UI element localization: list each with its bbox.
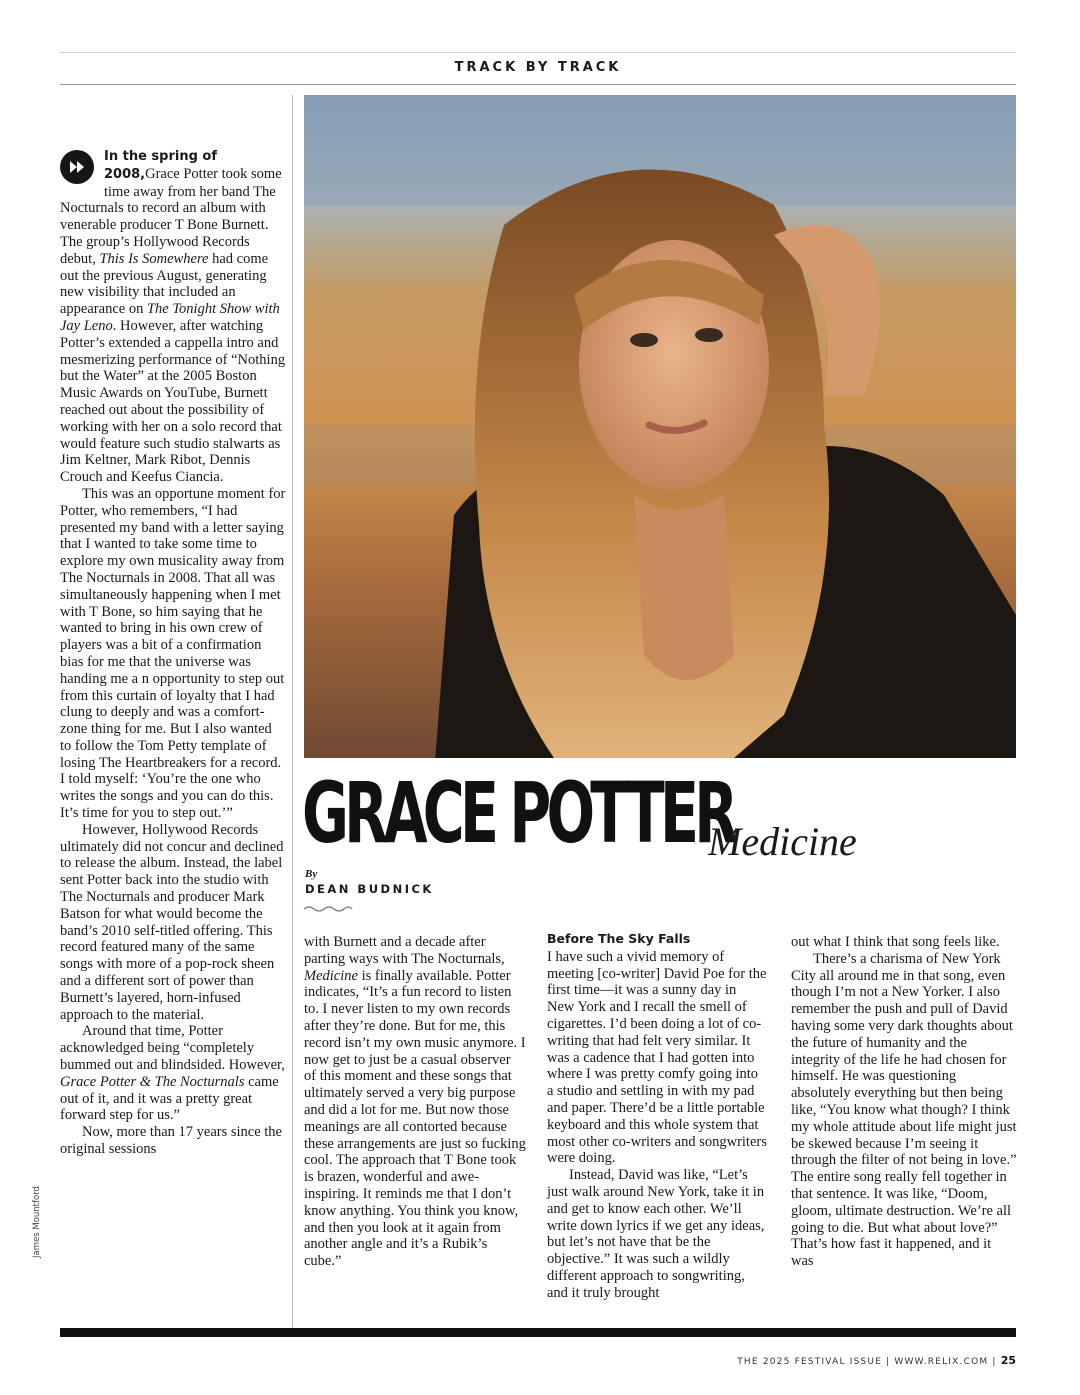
paragraph: Now, more than 17 years since the original sessions — [60, 1124, 282, 1158]
article-column-4 — [791, 934, 1017, 1270]
article-column-2 — [304, 934, 526, 1270]
paragraph: Around that time, Potter acknowledged being “completely bummed out and blindsided. However, Grace Potter & The Nocturnals came out of it, and it was a pretty great forward step for us.” — [60, 1023, 285, 1124]
track-subhead: Before The Sky Falls — [547, 931, 691, 946]
article-column-1 — [60, 148, 286, 1158]
fast-forward-icon — [60, 150, 94, 184]
lead-in: In the spring of 2008, — [104, 149, 218, 182]
lead-paragraph: In the spring of 2008,Grace Potter took some time away from her band The Nocturnals to record an album with venerable producer T Bone Burnett. The group’s Hollywood Records debut, This Is Somewhere had come out the previous August, generating new visibility that included an appearance on The Tonight Show with Jay Leno. However, after watching Potter’s extended a cappella intro and mesmerizing performance of “Nothing but the Water” at the 2005 Boston Music Awards on YouTube, Burnett reached out about the possibility of working with her on a solo record that would feature such studio stalwarts as Jim Keltner, Mark Ribot, Dennis Crouch and Keefus Ciancia. — [60, 149, 286, 486]
footer-issue: THE 2025 FESTIVAL ISSUE | WWW.RELIX.COM | — [737, 1357, 997, 1367]
page-footer — [737, 1354, 1016, 1367]
paragraph: out what I think that song feels like. — [791, 934, 1000, 950]
section-kicker: TRACK BY TRACK — [454, 60, 622, 75]
paragraph: Instead, David was like, “Let’s just walk around New York, take it in and get to know each other. We’ll write down lyrics if we get any ideas, but let’s not have that be the objective.” It was such a wildly different approach to songwriting, and it truly brought — [547, 1167, 765, 1301]
top-rule — [60, 52, 1016, 53]
kicker-rule — [60, 84, 1016, 85]
paragraph: This was an opportune moment for Potter, who remembers, “I had presented my band with a letter saying that I wanted to take some time to explore my own musicality away from The Nocturnals in 2008. That all was simultaneously happening when I met with T Bone, so him saying that he wanted to bring in his own crew of players was a bit of a confirmation bias for me that the universe was handing me a n opportunity to step out from this curtain of loyalty that I had clung to deeply and was a comfort-zone thing for me. But I also wanted to follow the Tom Petty template of losing The Heartbreakers for a record. I told myself: ‘You’re the one who writes the songs and you can do this. It’s time for you to step out.’” — [60, 485, 286, 822]
photo-credit: James Mountford — [32, 1186, 42, 1258]
article-headline: GRACE POTTER — [302, 764, 734, 862]
byline-author: DEAN BUDNICK — [305, 882, 434, 896]
page-number: 25 — [1000, 1354, 1016, 1367]
portrait-photo — [304, 95, 1016, 758]
paragraph: with Burnett and a decade after parting ways with The Nocturnals, Medicine is finally available. Potter indicates, “It’s a fun record to listen to. I never listen to my own records after they’re done. But for me, this record isn’t my own music anymore. I now get to just be a casual observer of this moment and these songs that ultimately served a very big purpose and did a lot for me. But now those meanings are all contorted because these arrangements are just so fucking cool. The approach that T Bone took is brazen, wonderful and awe-inspiring. It reminds me that I don’t know anything. You think you know, and then you look at it again from another angle and it’s a Rubik’s cube.” — [304, 934, 526, 1270]
bottom-bar — [60, 1328, 1016, 1337]
paragraph: I have such a vivid memory of meeting [co-writer] David Poe for the first time—it was a sunny day in New York and I recall the smell of cigarettes. I’d been doing a lot of co-writing that had felt very similar. It was a cadence that I had gotten into where I was pretty comfy going into a studio and settling in with my pad and paper. There’d be a little portable keyboard and this whole system that most other co-writers and songwriters were doing. — [547, 948, 767, 1167]
paragraph: However, Hollywood Records ultimately did not concur and declined to release the album. Instead, the label sent Potter back into the studio with The Nocturnals and producer Mark Batson for what would become the band’s 2010 self-titled offering. This record featured many of the same songs with more of a pop-rock sheen and a different sort of power than Burnett’s layered, horn-infused approach to the material. — [60, 821, 284, 1023]
article-column-3 — [547, 931, 767, 1302]
byline-label: By — [305, 868, 318, 880]
squiggle-ornament — [303, 904, 353, 914]
album-title: Medicine — [708, 819, 857, 864]
column-divider — [292, 95, 293, 1330]
paragraph: There’s a charisma of New York City all around me in that song, even though I’m not a New Yorker. I also remember the push and pull of David having some very dark thoughts about the future of humanity and the integrity of the life he had chosen for himself. He was questioning absolutely everything but then being like, “You know what though? I think my whole attitude about life might just be skewed because I’m seeing it through the filter of not being in love.” The entire song really fell together in that sentence. It was like, “Doom, gloom, ultimate destruction. We’re all going to die. But what about love?” That’s how fast it happened, and it was — [791, 950, 1017, 1270]
